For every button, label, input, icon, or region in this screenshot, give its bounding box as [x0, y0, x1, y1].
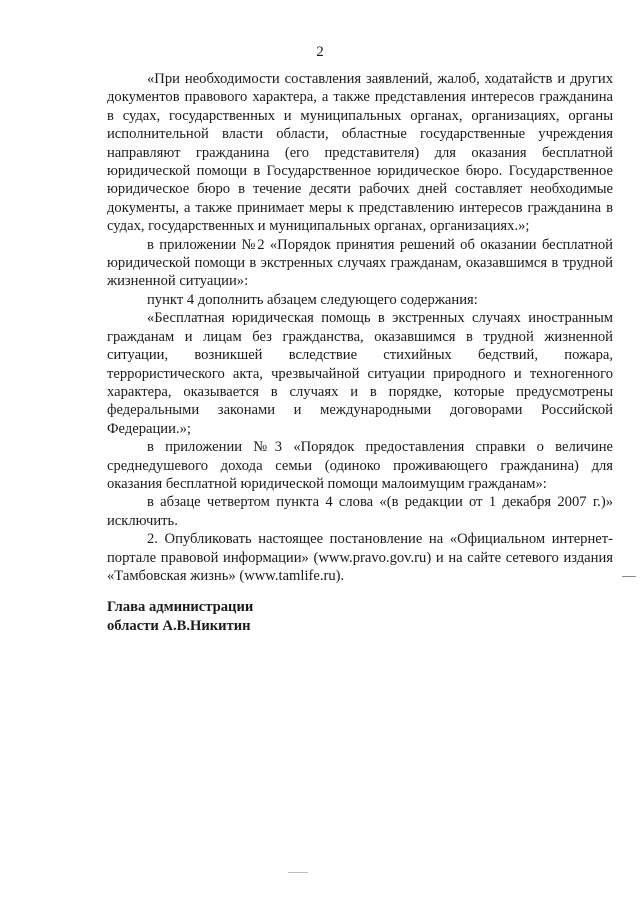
signature-block [107, 598, 253, 636]
paragraph-exclusion: в абзаце четвертом пункта 4 слова «(в редакции от 1 декабря 2007 г.)» исключить. [107, 494, 613, 529]
paragraph-appendix-3: в приложении №3 «Порядок предоставления справки о величине среднедушевого дохода семьи (одиноко проживающего гражданина) для оказания бесплатной юридической помощи малоимущим гражданам»: [107, 439, 613, 492]
paragraph-appendix-2: в приложении №2 «Порядок принятия решений об оказании бесплатной юридической помощи в экстренных случаях гражданам, оказавшимся в трудной жизненной ситуации»: [107, 236, 613, 290]
document-body [107, 70, 613, 585]
signature-position: Глава администрации [107, 599, 254, 615]
scan-artifact-mark [288, 872, 308, 873]
page-number: 2 [316, 44, 324, 60]
paragraph-item-4-addition: пункт 4 дополнить абзацем следующего содержания: [147, 291, 478, 308]
paragraph-quote-emergency-help: «Бесплатная юридическая помощь в экстренных случаях иностранным гражданам и лицам без гражданства, оказавшимся в трудной жизненной ситуации, возникшей вследствие стихийных бедствий, пожара, террористического акта, чрезвычайной ситуации природного и техногенного характера, оказывается в случаях и в порядке, которые предусмотрены федеральными законами и международными договорами Российской Федерации.»; [107, 310, 613, 437]
signature-name: области А.В.Никитин [107, 618, 251, 634]
paragraph-quote-legal-bureau: «При необходимости составления заявлений, жалоб, ходатайств и других документов правового характера, а также представления интересов гражданина в судах, государственных и муниципальных органах, организациях, органы исполнительной власти области, областные государственные учреждения направляют гражданина (его представителя) для оказания бесплатной юридической помощи в Государственное юридическое бюро. Государственное юридическое бюро в течение десяти рабочих дней составляет необходимые документы, а также принимает меры к представлению интересов гражданина в судах, государственных и муниципальных органах, организациях.»; [107, 71, 613, 235]
paragraph-publication: 2. Опубликовать настоящее постановление на «Официальном интернет-портале правовой информации» (www.pravo.gov.ru) и на сайте сетевого издания «Тамбовская жизнь» (www.tamlife.ru). [107, 531, 613, 584]
scan-artifact-mark [622, 576, 636, 577]
